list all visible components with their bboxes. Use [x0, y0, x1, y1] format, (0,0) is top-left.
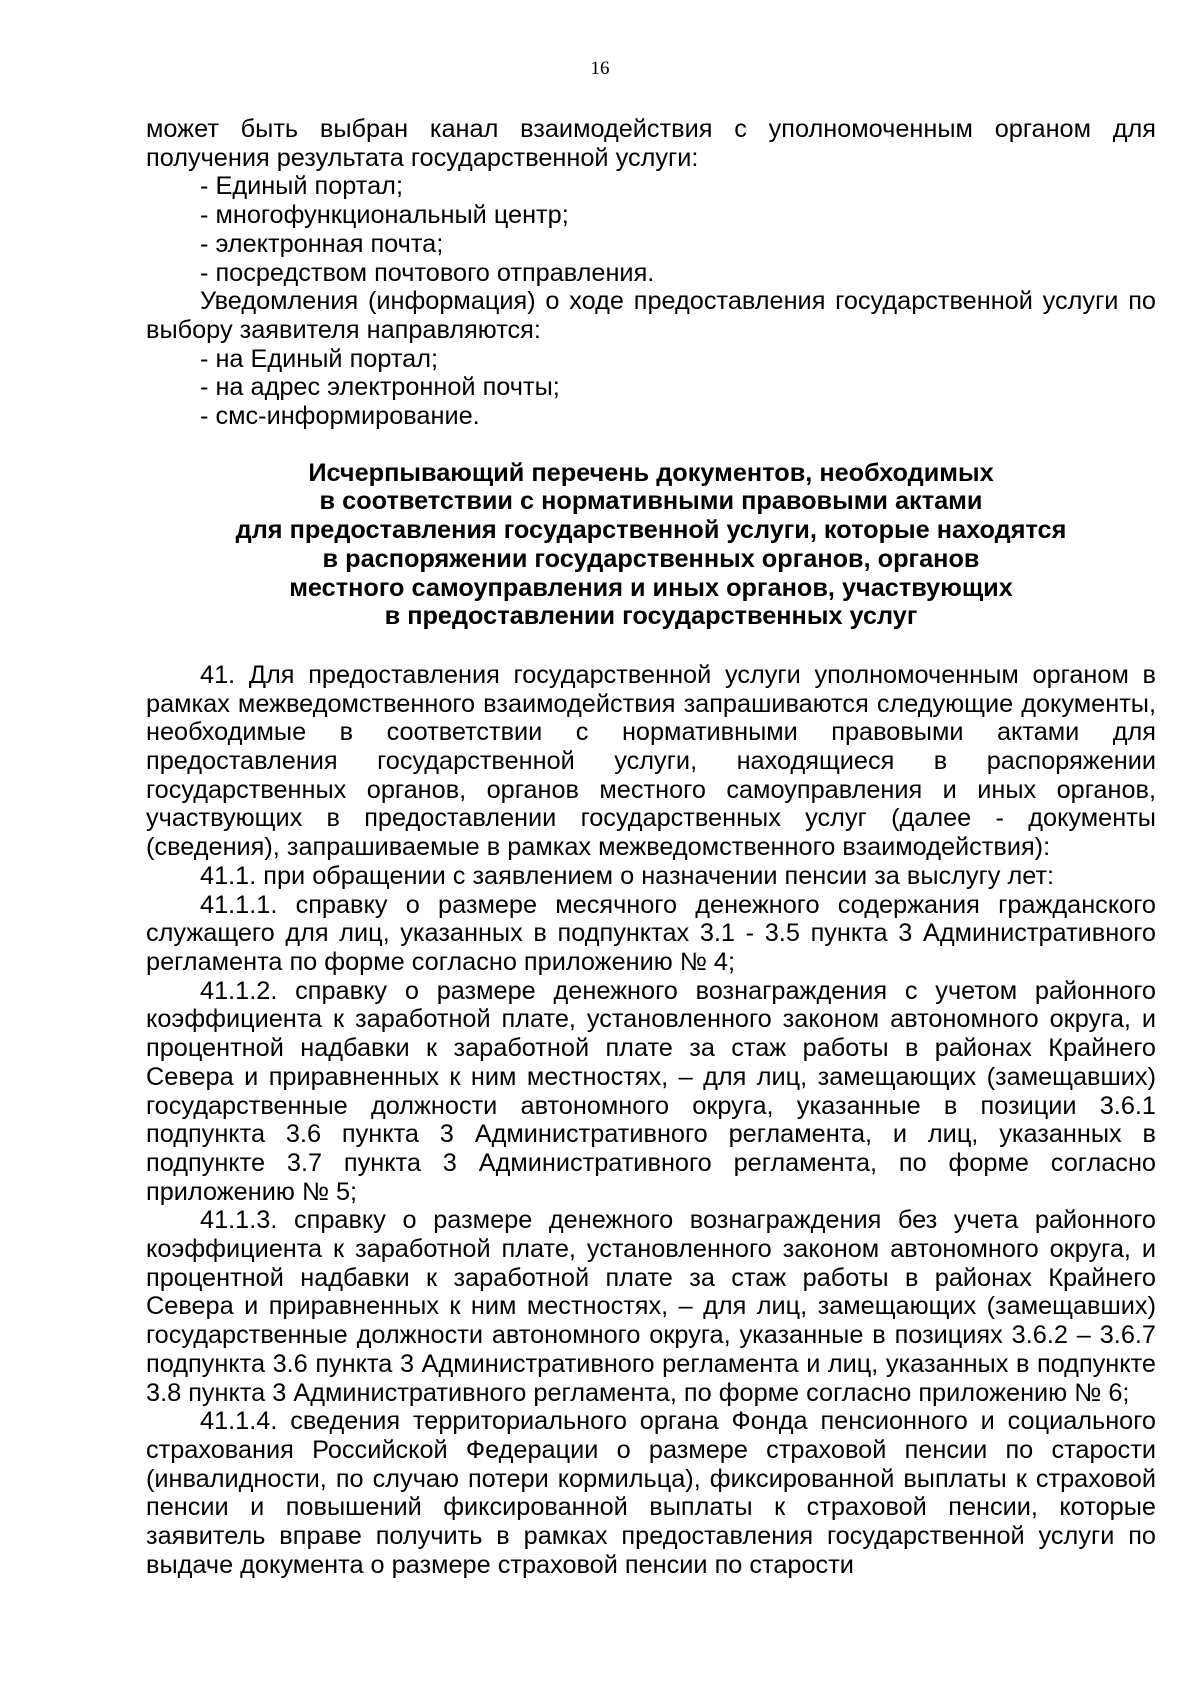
paragraph-41-1-1: 41.1.1. справку о размере месячного денежного содержания гражданского служащего для лиц, указанных в подпунктах 3.1 - 3.5 пункта 3 Административного регламента по форме согласно приложению № 4; [146, 890, 1156, 976]
paragraph-41-1-3: 41.1.3. справку о размере денежного вознаграждения без учета районного коэффициента к заработной плате, установленного законом автономного округа, и процентной надбавки к заработной плате за стаж работы в районах Крайнего Севера и приравненных к ним местностях, – для лиц, замещающих (замещавших) государственные должности автономного округа, указанные в позициях 3.6.2 – 3.6.7 подпункта 3.6 пункта 3 Административного регламента и лиц, указанных в подпункте 3.8 пункта 3 Административного регламента, по форме согласно приложению № 6; [146, 1206, 1156, 1407]
paragraph-41: 41. Для предоставления государственной услуги уполномоченным органом в рамках межведомственного взаимодействия запрашиваются следующие документы, необходимые в соответствии с нормативными правовыми актами для предоставления государственной услуги, находящиеся в распоряжении государственных органов, органов местного самоуправления и иных органов, участвующих в предоставлении государственных услуг (далее - документы (сведения), запрашиваемые в рамках межведомственного взаимодействия): [146, 660, 1156, 862]
paragraph-41-1: 41.1. при обращении с заявлением о назначении пенсии за выслугу лет: [200, 861, 1055, 890]
section-heading [146, 459, 1156, 631]
list-item-channel: - электронная почта; [200, 229, 444, 258]
heading-line: для предоставления государственной услуги, которые находятся [235, 516, 1067, 545]
list-item-channel: - посредством почтового отправления. [200, 258, 655, 287]
page-number: 16 [590, 58, 610, 79]
heading-line: в распоряжении государственных органов, органов [322, 544, 980, 573]
list-item-notification: - смс-информирование. [200, 402, 480, 431]
paragraph-41-1-4: 41.1.4. сведения территориального органа Фонда пенсионного и социального страхования Российской Федерации о размере страховой пенсии по старости (инвалидности, по случаю потери кормильца), фиксированной выплаты к страховой пенсии и повышений фиксированной выплаты к страховой пенсии, которые заявитель вправе получить в рамках предоставления государственной услуги по выдаче документа о размере страховой пенсии по старости [146, 1407, 1156, 1579]
heading-line: Исчерпывающий перечень документов, необходимых [308, 458, 994, 487]
paragraph-41-1-2: 41.1.2. справку о размере денежного вознаграждения с учетом районного коэффициента к заработной плате, установленного законом автономного округа, и процентной надбавки к заработной плате за стаж работы в районах Крайнего Севера и приравненных к ним местностях, – для лиц, замещающих (замещавших) государственные должности автономного округа, указанные в позиции 3.6.1 подпункта 3.6 пункта 3 Административного регламента, и лиц, указанных в подпункте 3.7 пункта 3 Административного регламента, по форме согласно приложению № 5; [146, 976, 1156, 1206]
intro-paragraph: может быть выбран канал взаимодействия с уполномоченным органом для получения результата государственной услуги: [146, 115, 1156, 172]
list-item-notification: - на адрес электронной почты; [200, 373, 560, 402]
heading-line: в соответствии с нормативными правовыми актами [319, 487, 983, 516]
list-item-channel: - многофункциональный центр; [200, 201, 569, 230]
list-item-notification: - на Единый портал; [200, 344, 439, 373]
heading-line: местного самоуправления и иных органов, участвующих [289, 573, 1013, 602]
list-item-channel: - Единый портал; [200, 172, 403, 201]
document-body [146, 115, 1156, 1579]
heading-line: в предоставлении государственных услуг [384, 602, 918, 631]
notifications-paragraph: Уведомления (информация) о ходе предоставления государственной услуги по выбору заявителя направляются: [146, 287, 1156, 344]
